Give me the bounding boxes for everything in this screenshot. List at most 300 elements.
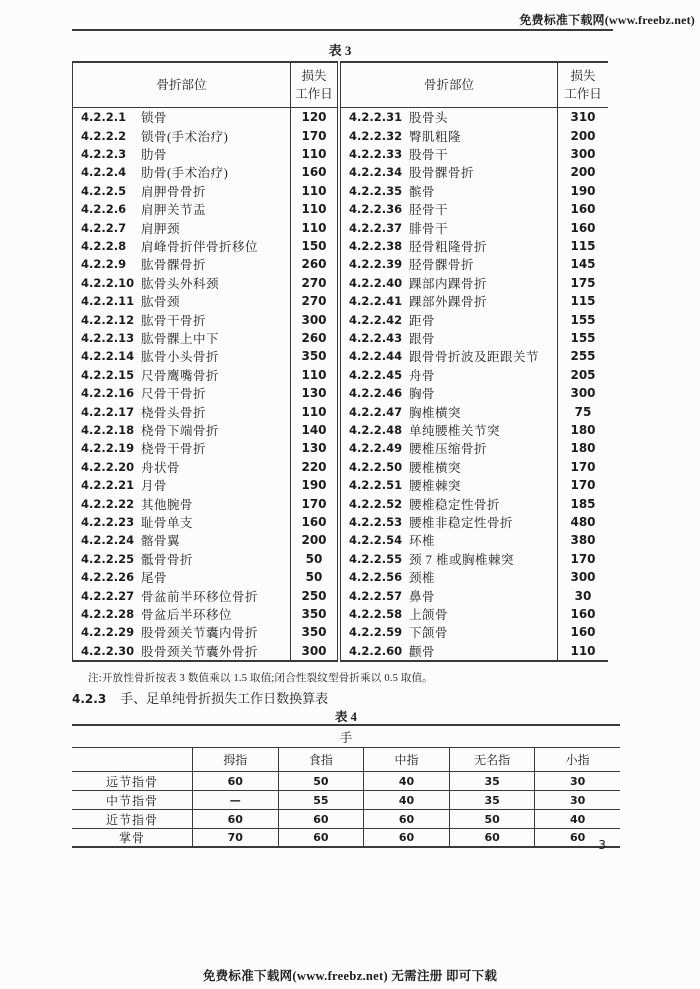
item-number: 4.2.2.32 bbox=[349, 128, 403, 143]
fracture-site-name: 腓骨干 bbox=[409, 221, 449, 236]
item-number: 4.2.2.52 bbox=[349, 496, 403, 511]
table3-row bbox=[73, 310, 337, 328]
table4-body bbox=[72, 772, 620, 848]
lost-workdays-value: 170 bbox=[570, 459, 596, 474]
lost-workdays-value: 300 bbox=[570, 386, 596, 401]
workdays-value: 40 bbox=[534, 810, 620, 828]
table3-row bbox=[341, 421, 608, 439]
table3-row bbox=[73, 439, 337, 457]
table3-row bbox=[341, 182, 608, 200]
table4-column-headers bbox=[72, 748, 620, 772]
fracture-site-name: 其他腕骨 bbox=[141, 497, 194, 512]
item-number: 4.2.2.46 bbox=[349, 386, 403, 401]
lost-workdays-value: 160 bbox=[570, 220, 596, 235]
fracture-site-name: 桡骨下端骨折 bbox=[141, 423, 220, 438]
fracture-site-cell bbox=[73, 402, 291, 420]
table3-left-body bbox=[73, 108, 337, 662]
lost-workdays-value: 300 bbox=[301, 312, 327, 327]
fracture-site-cell bbox=[341, 274, 558, 292]
fracture-site-cell bbox=[341, 642, 558, 660]
lost-workdays-value: 30 bbox=[574, 588, 592, 603]
fracture-site-cell bbox=[341, 200, 558, 218]
fracture-site-cell bbox=[341, 513, 558, 531]
workdays-value: 60 bbox=[278, 810, 364, 828]
fracture-site-cell bbox=[341, 329, 558, 347]
fracture-site-name: 踝部内踝骨折 bbox=[409, 276, 488, 291]
fracture-site-cell bbox=[341, 310, 558, 328]
fracture-site-cell bbox=[73, 347, 291, 365]
fracture-site-name: 颈椎 bbox=[409, 571, 436, 586]
fracture-site-name: 骨盆前半环移位骨折 bbox=[141, 589, 259, 604]
lost-workdays-value: 115 bbox=[570, 294, 596, 309]
lost-workdays-value: 160 bbox=[570, 202, 596, 217]
fracture-site-name: 股骨干 bbox=[409, 147, 449, 162]
fracture-site-cell bbox=[73, 531, 291, 549]
table4-row bbox=[72, 810, 620, 829]
fracture-site-name: 胫骨干 bbox=[409, 203, 449, 218]
fracture-site-name: 肩胛颈 bbox=[141, 221, 181, 236]
fracture-site-cell bbox=[73, 182, 291, 200]
fracture-site-cell bbox=[73, 274, 291, 292]
item-number: 4.2.2.55 bbox=[349, 551, 403, 566]
item-number: 4.2.2.59 bbox=[349, 625, 403, 640]
table3-row bbox=[73, 494, 337, 512]
fracture-site-name: 桡骨干骨折 bbox=[141, 442, 207, 457]
fracture-site-name: 肱骨干骨折 bbox=[141, 313, 207, 328]
table3-row bbox=[73, 531, 337, 549]
workdays-value: 35 bbox=[449, 791, 535, 809]
fracture-site-name: 肋骨 bbox=[141, 147, 168, 162]
fracture-site-name: 股骨髁骨折 bbox=[409, 166, 475, 181]
fracture-site-name: 股骨头 bbox=[409, 111, 449, 126]
lost-workdays-value: 480 bbox=[570, 514, 596, 529]
item-number: 4.2.2.11 bbox=[81, 294, 135, 309]
item-number: 4.2.2.27 bbox=[81, 588, 135, 603]
item-number: 4.2.2.29 bbox=[81, 625, 135, 640]
fracture-site-name: 骨盆后半环移位 bbox=[141, 607, 233, 622]
table4-title: 表 4 bbox=[335, 710, 357, 724]
lost-workdays-value: 160 bbox=[570, 606, 596, 621]
item-number: 4.2.2.18 bbox=[81, 422, 135, 437]
fracture-site-cell bbox=[73, 108, 291, 126]
workdays-value: 70 bbox=[192, 829, 278, 846]
fracture-site-name: 肱骨颈 bbox=[141, 295, 181, 310]
fracture-site-cell bbox=[341, 402, 558, 420]
table3-row bbox=[73, 421, 337, 439]
fracture-site-cell bbox=[73, 200, 291, 218]
fracture-site-cell bbox=[73, 292, 291, 310]
column-header-thumb: 拇指 bbox=[192, 748, 278, 771]
table3-row bbox=[73, 605, 337, 623]
item-number: 4.2.2.37 bbox=[349, 220, 403, 235]
item-number: 4.2.2.21 bbox=[81, 478, 135, 493]
lost-workdays-value: 190 bbox=[301, 478, 327, 493]
item-number: 4.2.2.30 bbox=[81, 643, 135, 658]
item-number: 4.2.2.39 bbox=[349, 257, 403, 272]
item-number: 4.2.2.53 bbox=[349, 514, 403, 529]
fracture-site-cell bbox=[341, 550, 558, 568]
table3-row bbox=[341, 126, 608, 144]
item-number: 4.2.2.19 bbox=[81, 441, 135, 456]
fracture-site-name: 腰椎稳定性骨折 bbox=[409, 497, 501, 512]
table3-left-half bbox=[72, 61, 341, 662]
item-number: 4.2.2.54 bbox=[349, 533, 403, 548]
table3-row bbox=[73, 347, 337, 365]
column-header-index-finger: 食指 bbox=[278, 748, 364, 771]
table3-row bbox=[341, 531, 608, 549]
table3-row bbox=[73, 255, 337, 273]
item-number: 4.2.2.51 bbox=[349, 478, 403, 493]
item-number: 4.2.2.3 bbox=[81, 146, 127, 161]
fracture-site-cell bbox=[341, 108, 558, 126]
table4-row bbox=[72, 829, 620, 848]
table3-row bbox=[341, 237, 608, 255]
fracture-site-name: 尾骨 bbox=[141, 571, 168, 586]
table3-row bbox=[341, 163, 608, 181]
section-4-2-3-heading bbox=[72, 688, 328, 707]
lost-workdays-value: 110 bbox=[301, 367, 327, 382]
section-number: 4.2.3 bbox=[72, 692, 107, 706]
table3-note: 注:开放性骨折按表 3 数值乘以 1.5 取值;闭合性裂纹型骨折乘以 0.5 取值。 bbox=[88, 673, 433, 684]
table3-row bbox=[341, 439, 608, 457]
item-number: 4.2.2.48 bbox=[349, 422, 403, 437]
table3-row bbox=[73, 402, 337, 420]
fracture-site-cell bbox=[341, 384, 558, 402]
workdays-value: 50 bbox=[278, 772, 364, 790]
fracture-site-name: 月骨 bbox=[141, 479, 168, 494]
fracture-site-cell bbox=[73, 218, 291, 236]
table3-header-row bbox=[341, 61, 608, 108]
workdays-value: 60 bbox=[278, 829, 364, 846]
item-number: 4.2.2.13 bbox=[81, 330, 135, 345]
fracture-site-name: 跟骨骨折波及距跟关节 bbox=[409, 350, 540, 365]
item-number: 4.2.2.5 bbox=[81, 183, 127, 198]
item-number: 4.2.2.4 bbox=[81, 165, 127, 180]
fracture-site-name: 腰椎棘突 bbox=[409, 479, 462, 494]
fracture-site-cell bbox=[73, 237, 291, 255]
lost-workdays-value: 200 bbox=[570, 165, 596, 180]
fracture-site-cell bbox=[341, 163, 558, 181]
table3-row bbox=[341, 458, 608, 476]
table3-row bbox=[341, 476, 608, 494]
lost-workdays-value: 270 bbox=[301, 275, 327, 290]
table3-row bbox=[341, 108, 608, 126]
workdays-value: 60 bbox=[363, 810, 449, 828]
fracture-site-cell bbox=[341, 605, 558, 623]
column-header-ring-finger: 无名指 bbox=[449, 748, 535, 771]
column-header-lost-workdays: 损失 工作日 bbox=[295, 68, 333, 101]
lost-workdays-value: 170 bbox=[570, 551, 596, 566]
fracture-site-cell bbox=[73, 623, 291, 641]
table3-row bbox=[73, 476, 337, 494]
lost-workdays-value: 300 bbox=[570, 570, 596, 585]
fracture-site-name: 肱骨髁骨折 bbox=[141, 258, 207, 273]
table3-row bbox=[341, 329, 608, 347]
fracture-site-name: 腰椎横突 bbox=[409, 460, 462, 475]
table4-row bbox=[72, 791, 620, 810]
fracture-site-name: 髂骨翼 bbox=[141, 534, 181, 549]
lost-workdays-value: 160 bbox=[301, 165, 327, 180]
lost-workdays-value: 170 bbox=[301, 496, 327, 511]
lost-workdays-value: 115 bbox=[570, 238, 596, 253]
item-number: 4.2.2.33 bbox=[349, 146, 403, 161]
fracture-site-cell bbox=[341, 218, 558, 236]
fracture-site-cell bbox=[73, 494, 291, 512]
fracture-site-name: 胫骨髁骨折 bbox=[409, 258, 475, 273]
fracture-site-cell bbox=[73, 439, 291, 457]
item-number: 4.2.2.17 bbox=[81, 404, 135, 419]
table3-row bbox=[73, 513, 337, 531]
lost-workdays-value: 155 bbox=[570, 330, 596, 345]
bone-row-label: 中节指骨 bbox=[105, 793, 158, 808]
lost-workdays-value: 50 bbox=[305, 551, 323, 566]
fracture-site-name: 距骨 bbox=[409, 313, 436, 328]
table3-row bbox=[73, 108, 337, 126]
lost-workdays-value: 180 bbox=[570, 422, 596, 437]
item-number: 4.2.2.23 bbox=[81, 514, 135, 529]
lost-workdays-value: 310 bbox=[570, 110, 596, 125]
item-number: 4.2.2.45 bbox=[349, 367, 403, 382]
fracture-site-cell bbox=[73, 605, 291, 623]
lost-workdays-value: 120 bbox=[301, 110, 327, 125]
bone-row-label: 近节指骨 bbox=[105, 812, 158, 827]
lost-workdays-value: 110 bbox=[301, 202, 327, 217]
fracture-site-name: 胫骨粗隆骨折 bbox=[409, 239, 488, 254]
item-number: 4.2.2.60 bbox=[349, 643, 403, 658]
fracture-site-cell bbox=[73, 568, 291, 586]
site-watermark-header: 免费标准下载网(www.freebz.net) bbox=[519, 13, 695, 27]
page-number: 3 bbox=[598, 838, 606, 852]
fracture-site-name: 跟骨 bbox=[409, 331, 436, 346]
lost-workdays-value: 50 bbox=[305, 570, 323, 585]
item-number: 4.2.2.38 bbox=[349, 238, 403, 253]
fracture-site-name: 骶骨骨折 bbox=[141, 552, 194, 567]
fracture-site-name: 肱骨髁上中下 bbox=[141, 331, 220, 346]
item-number: 4.2.2.12 bbox=[81, 312, 135, 327]
lost-workdays-value: 190 bbox=[570, 183, 596, 198]
fracture-site-cell bbox=[341, 531, 558, 549]
section-title: 手、足单纯骨折损失工作日数换算表 bbox=[120, 691, 329, 706]
fracture-site-name: 肱骨小头骨折 bbox=[141, 350, 220, 365]
lost-workdays-value: 160 bbox=[301, 514, 327, 529]
table3-row bbox=[73, 182, 337, 200]
lost-workdays-value: 200 bbox=[301, 533, 327, 548]
item-number: 4.2.2.22 bbox=[81, 496, 135, 511]
lost-workdays-value: 175 bbox=[570, 275, 596, 290]
fracture-site-name: 踝部外踝骨折 bbox=[409, 295, 488, 310]
column-header-fracture-site: 骨折部位 bbox=[73, 63, 291, 107]
table3-row bbox=[341, 494, 608, 512]
bone-row-label: 远节指骨 bbox=[105, 774, 158, 789]
workdays-value: 30 bbox=[534, 772, 620, 790]
fracture-site-cell bbox=[341, 366, 558, 384]
lost-workdays-value: 205 bbox=[570, 367, 596, 382]
item-number: 4.2.2.40 bbox=[349, 275, 403, 290]
table4-row bbox=[72, 772, 620, 791]
item-number: 4.2.2.34 bbox=[349, 165, 403, 180]
table3-row bbox=[341, 550, 608, 568]
workdays-value: 50 bbox=[449, 810, 535, 828]
fracture-site-cell bbox=[341, 586, 558, 604]
lost-workdays-value: 130 bbox=[301, 386, 327, 401]
fracture-site-cell bbox=[341, 292, 558, 310]
fracture-site-name: 胸椎横突 bbox=[409, 405, 462, 420]
table3-row bbox=[341, 402, 608, 420]
fracture-site-name: 尺骨干骨折 bbox=[141, 387, 207, 402]
fracture-site-name: 股骨颈关节囊内骨折 bbox=[141, 626, 259, 641]
table3-right-body bbox=[341, 108, 608, 662]
fracture-site-cell bbox=[73, 550, 291, 568]
lost-workdays-value: 255 bbox=[570, 349, 596, 364]
site-watermark-footer: 免费标准下载网(www.freebz.net) 无需注册 即可下载 bbox=[202, 969, 498, 983]
fracture-site-cell bbox=[73, 513, 291, 531]
lost-workdays-value: 110 bbox=[570, 643, 596, 658]
item-number: 4.2.2.44 bbox=[349, 349, 403, 364]
item-number: 4.2.2.49 bbox=[349, 441, 403, 456]
fracture-site-cell bbox=[73, 586, 291, 604]
lost-workdays-value: 185 bbox=[570, 496, 596, 511]
fracture-site-cell bbox=[73, 255, 291, 273]
lost-workdays-value: 350 bbox=[301, 349, 327, 364]
lost-workdays-value: 170 bbox=[301, 128, 327, 143]
fracture-site-cell bbox=[341, 145, 558, 163]
item-number: 4.2.2.41 bbox=[349, 294, 403, 309]
lost-workdays-value: 110 bbox=[301, 183, 327, 198]
table3-row bbox=[73, 126, 337, 144]
lost-workdays-value: 130 bbox=[301, 441, 327, 456]
fracture-site-name: 髌骨 bbox=[409, 184, 436, 199]
workdays-value: 60 bbox=[192, 772, 278, 790]
fracture-site-name: 舟状骨 bbox=[141, 460, 181, 475]
workdays-value: 60 bbox=[534, 829, 620, 846]
fracture-site-name: 锁骨(手术治疗) bbox=[141, 129, 229, 144]
fracture-site-cell bbox=[341, 476, 558, 494]
lost-workdays-value: 300 bbox=[570, 146, 596, 161]
lost-workdays-value: 260 bbox=[301, 257, 327, 272]
table3-row bbox=[73, 218, 337, 236]
lost-workdays-value: 110 bbox=[301, 404, 327, 419]
header-rule bbox=[72, 29, 613, 31]
table3-row bbox=[73, 145, 337, 163]
table3-row bbox=[73, 586, 337, 604]
workdays-value: 60 bbox=[192, 810, 278, 828]
fracture-site-cell bbox=[341, 182, 558, 200]
fracture-site-cell bbox=[73, 163, 291, 181]
fracture-site-cell bbox=[73, 642, 291, 660]
lost-workdays-value: 250 bbox=[301, 588, 327, 603]
workdays-value: 30 bbox=[534, 791, 620, 809]
item-number: 4.2.2.15 bbox=[81, 367, 135, 382]
lost-workdays-value: 350 bbox=[301, 625, 327, 640]
fracture-site-name: 下颌骨 bbox=[409, 626, 449, 641]
lost-workdays-value: 180 bbox=[570, 441, 596, 456]
item-number: 4.2.2.16 bbox=[81, 386, 135, 401]
table3-row bbox=[341, 200, 608, 218]
lost-workdays-value: 200 bbox=[570, 128, 596, 143]
fracture-site-name: 肩胛骨骨折 bbox=[141, 184, 207, 199]
fracture-site-cell bbox=[73, 310, 291, 328]
item-number: 4.2.2.58 bbox=[349, 606, 403, 621]
fracture-site-cell bbox=[341, 568, 558, 586]
bone-row-label: 掌骨 bbox=[118, 831, 145, 845]
table4 bbox=[72, 724, 620, 848]
fracture-site-name: 颈 7 椎或胸椎棘突 bbox=[409, 552, 515, 567]
fracture-site-cell bbox=[341, 494, 558, 512]
fracture-site-name: 肱骨头外科颈 bbox=[141, 276, 220, 291]
item-number: 4.2.2.10 bbox=[81, 275, 135, 290]
item-number: 4.2.2.8 bbox=[81, 238, 127, 253]
fracture-site-cell bbox=[73, 126, 291, 144]
lost-workdays-value: 75 bbox=[574, 404, 592, 419]
item-number: 4.2.2.47 bbox=[349, 404, 403, 419]
table3-row bbox=[73, 163, 337, 181]
fracture-site-cell bbox=[73, 476, 291, 494]
table3-row bbox=[73, 200, 337, 218]
item-number: 4.2.2.43 bbox=[349, 330, 403, 345]
table3 bbox=[72, 61, 608, 662]
fracture-site-cell bbox=[341, 421, 558, 439]
item-number: 4.2.2.24 bbox=[81, 533, 135, 548]
fracture-site-cell bbox=[341, 255, 558, 273]
item-number: 4.2.2.2 bbox=[81, 128, 127, 143]
fracture-site-name: 肋骨(手术治疗) bbox=[141, 166, 229, 181]
table3-row bbox=[73, 568, 337, 586]
item-number: 4.2.2.42 bbox=[349, 312, 403, 327]
table3-row bbox=[73, 274, 337, 292]
lost-workdays-value: 110 bbox=[301, 220, 327, 235]
workdays-value: 60 bbox=[363, 829, 449, 846]
workdays-value: 35 bbox=[449, 772, 535, 790]
table3-row bbox=[341, 292, 608, 310]
table3-row bbox=[73, 550, 337, 568]
table3-row bbox=[341, 347, 608, 365]
item-number: 4.2.2.6 bbox=[81, 202, 127, 217]
table3-row bbox=[341, 513, 608, 531]
table3-row bbox=[73, 292, 337, 310]
fracture-site-cell bbox=[341, 237, 558, 255]
table3-row bbox=[341, 642, 608, 660]
column-header-fracture-site: 骨折部位 bbox=[341, 63, 558, 107]
table3-right-half bbox=[341, 61, 608, 662]
fracture-site-cell bbox=[341, 347, 558, 365]
lost-workdays-value: 380 bbox=[570, 533, 596, 548]
item-number: 4.2.2.9 bbox=[81, 257, 127, 272]
workdays-value: 40 bbox=[363, 772, 449, 790]
fracture-site-name: 尺骨鹰嘴骨折 bbox=[141, 368, 220, 383]
table3-row bbox=[341, 366, 608, 384]
column-header-little-finger: 小指 bbox=[534, 748, 620, 771]
table3-row bbox=[341, 384, 608, 402]
lost-workdays-value: 155 bbox=[570, 312, 596, 327]
fracture-site-name: 单纯腰椎关节突 bbox=[409, 423, 501, 438]
item-number: 4.2.2.1 bbox=[81, 110, 127, 125]
fracture-site-name: 耻骨单支 bbox=[141, 515, 194, 530]
item-number: 4.2.2.25 bbox=[81, 551, 135, 566]
workdays-value: 55 bbox=[278, 791, 364, 809]
item-number: 4.2.2.26 bbox=[81, 570, 135, 585]
column-header-middle-finger: 中指 bbox=[363, 748, 449, 771]
item-number: 4.2.2.20 bbox=[81, 459, 135, 474]
fracture-site-name: 胸骨 bbox=[409, 387, 436, 402]
lost-workdays-value: 350 bbox=[301, 606, 327, 621]
table4-group-header-hand: 手 bbox=[72, 724, 620, 748]
table3-row bbox=[341, 145, 608, 163]
table3-row bbox=[341, 255, 608, 273]
fracture-site-name: 腰椎非稳定性骨折 bbox=[409, 515, 514, 530]
item-number: 4.2.2.7 bbox=[81, 220, 127, 235]
lost-workdays-value: 110 bbox=[301, 146, 327, 161]
item-number: 4.2.2.50 bbox=[349, 459, 403, 474]
